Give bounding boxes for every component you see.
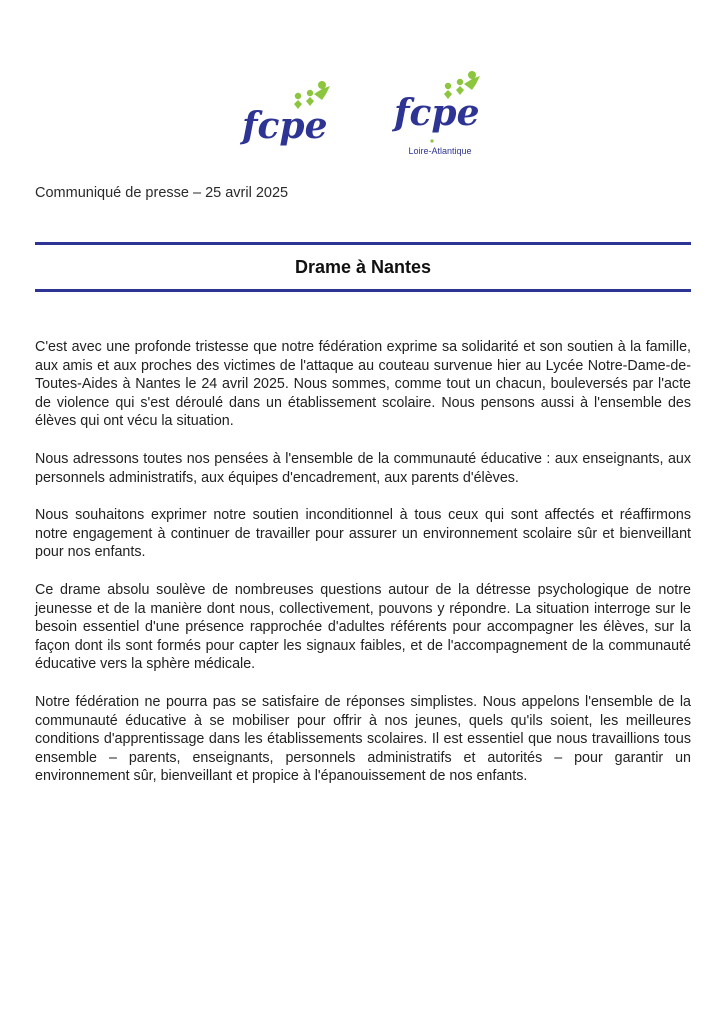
paragraph-solidarity: C'est avec une profonde tristesse que notre fédération exprime sa solidarité et son soutien à la famille, aux amis et aux proches des victimes de l'attaque au couteau survenue hier au Lycée Notre-Dame-de-Toutes-Aides à Nantes le 24 avril 2025. Nous sommes, comme tout un chacun, bouleversés par l'acte de violence qui s'est déroulé dans un établissement scolaire. Nous pensons aussi à l'ensemble des élèves qui ont vécu la situation. — [35, 339, 691, 430]
paragraph-questions: Ce drame absolu soulève de nombreuses questions autour de la détresse psychologique de notre jeunesse et de la manière dont nous, collectivement, pouvons y répondre. La situation interroge sur le besoin essentiel d'une présence rapprochée d'adultes référents pour accompagner les élèves, sur la façon dont ils sont formés pour capter les signaux faibles, et de l'accompagnement de la communauté éducative vers la sphère médicale. — [35, 581, 691, 673]
svg-text:fcpe: fcpe — [242, 105, 328, 147]
title-divider-top — [35, 242, 691, 245]
paragraph-call-to-action: Notre fédération ne pourra pas se satisfaire de réponses simplistes. Nous appelons l'ensemble de la communauté éducative à se mobiliser pour offrir à nos jeunes, quels qu'ils soient, les meilleures conditions d'apprentissage dans les établissements scolaires. Il est essentiel que nous travaillions tous ensemble – parents, enseignants, personnels administratifs et autorités – pour garantir un environnement sûr, bienveillant et propice à l'épanouissement de nos enfants. — [35, 693, 691, 785]
body-text — [35, 338, 691, 805]
fcpe-loire-atlantique-logo — [390, 70, 490, 160]
fcpe-loire-atlantique-logo-mark — [390, 70, 490, 150]
svg-text:fcpe: fcpe — [394, 92, 480, 134]
fcpe-logo — [236, 76, 336, 156]
title-divider-bottom — [35, 289, 691, 292]
fcpe-logo-mark — [236, 76, 336, 156]
paragraph-support: Nous souhaitons exprimer notre soutien inconditionnel à tous ceux qui sont affectés et réaffirmons notre engagement à continuer de travailler pour assurer un environnement scolaire sûr et bienveillant pour nos enfants. — [35, 507, 691, 561]
logo-row — [0, 70, 724, 165]
logo-subtitle: Loire-Atlantique — [408, 146, 472, 156]
document-title: Drame à Nantes — [294, 257, 432, 277]
paragraph-thoughts: Nous adressons toutes nos pensées à l'ensemble de la communauté éducative : aux enseignants, aux personnels administratifs, aux équipes d'encadrement, aux parents d'élèves. — [35, 450, 691, 486]
press-release-date: Communiqué de presse – 25 avril 2025 — [35, 185, 289, 201]
